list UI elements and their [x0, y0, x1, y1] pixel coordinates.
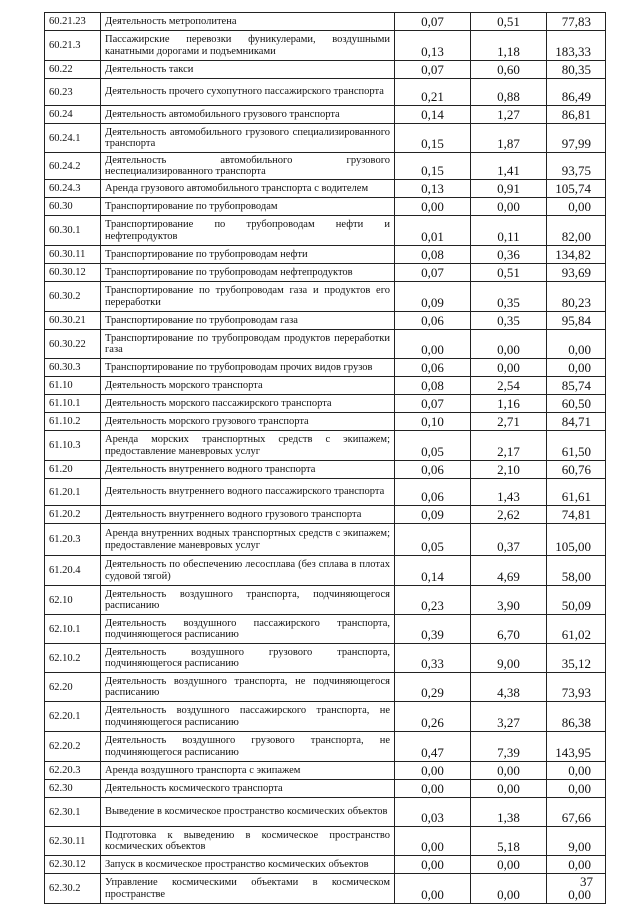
value-3: 105,74: [547, 180, 606, 198]
activity-code: 62.10.2: [45, 644, 101, 673]
activity-name: Деятельность автомобильного грузового специализированного транспорта: [101, 124, 395, 153]
value-3: 0,00: [547, 359, 606, 377]
activity-name: Деятельность внутреннего водного грузового транспорта: [101, 506, 395, 524]
activity-code: 60.24: [45, 106, 101, 124]
value-2: 0,00: [471, 856, 547, 874]
value-1: 0,47: [395, 732, 471, 762]
activity-code: 60.30.12: [45, 264, 101, 282]
table-row: [45, 702, 606, 732]
value-2: 0,51: [471, 13, 547, 31]
value-2: 0,00: [471, 780, 547, 798]
value-1: 0,13: [395, 180, 471, 198]
value-3: 86,49: [547, 79, 606, 106]
value-2: 2,17: [471, 431, 547, 461]
value-1: 0,09: [395, 506, 471, 524]
value-1: 0,21: [395, 79, 471, 106]
activity-name: Деятельность космического транспорта: [101, 780, 395, 798]
value-2: 0,35: [471, 282, 547, 312]
activity-name: Деятельность морского транспорта: [101, 377, 395, 395]
activity-name: Транспортирование по трубопроводам нефти и нефтепродуктов: [101, 216, 395, 246]
value-1: 0,05: [395, 431, 471, 461]
value-1: 0,26: [395, 702, 471, 732]
value-3: 84,71: [547, 413, 606, 431]
activity-code: 60.30.2: [45, 282, 101, 312]
activity-name: Деятельность воздушного грузового транспорта, не подчиняющегося расписанию: [101, 732, 395, 762]
value-1: 0,07: [395, 395, 471, 413]
activity-code: 60.22: [45, 61, 101, 79]
value-2: 1,87: [471, 124, 547, 153]
activity-code: 61.20.4: [45, 556, 101, 586]
table-row: [45, 673, 606, 702]
activity-name: Деятельность воздушного пассажирского транспорта, не подчиняющегося расписанию: [101, 702, 395, 732]
table-row: [45, 395, 606, 413]
activity-code: 62.10: [45, 586, 101, 615]
value-2: 6,70: [471, 615, 547, 644]
activity-code: 60.30.22: [45, 330, 101, 359]
table-row: [45, 216, 606, 246]
activity-name: Деятельность воздушного грузового транспорта, подчиняющегося расписанию: [101, 644, 395, 673]
table-row: [45, 246, 606, 264]
value-3: 9,00: [547, 827, 606, 856]
table-row: [45, 124, 606, 153]
activity-name: Подготовка к выведению в космическое пространство космических объектов: [101, 827, 395, 856]
activity-code: 60.30.1: [45, 216, 101, 246]
value-2: 2,71: [471, 413, 547, 431]
value-3: 0,00: [547, 762, 606, 780]
activity-code: 60.24.2: [45, 153, 101, 180]
activity-code: 60.30.21: [45, 312, 101, 330]
value-1: 0,00: [395, 330, 471, 359]
value-3: 183,33: [547, 31, 606, 61]
value-3: 97,99: [547, 124, 606, 153]
value-3: 0,00: [547, 874, 606, 904]
value-3: 50,09: [547, 586, 606, 615]
activity-name: Выведение в космическое пространство космических объектов: [101, 798, 395, 827]
table-row: [45, 13, 606, 31]
value-2: 4,69: [471, 556, 547, 586]
value-2: 0,36: [471, 246, 547, 264]
value-3: 95,84: [547, 312, 606, 330]
value-2: 0,88: [471, 79, 547, 106]
value-1: 0,29: [395, 673, 471, 702]
activity-code: 61.20.2: [45, 506, 101, 524]
activity-code: 62.20.3: [45, 762, 101, 780]
activity-name: Деятельность морского пассажирского транспорта: [101, 395, 395, 413]
value-1: 0,39: [395, 615, 471, 644]
value-2: 5,18: [471, 827, 547, 856]
activity-code: 62.30: [45, 780, 101, 798]
value-2: 0,00: [471, 359, 547, 377]
activity-code: 62.30.12: [45, 856, 101, 874]
table-row: [45, 479, 606, 506]
value-1: 0,23: [395, 586, 471, 615]
value-2: 0,51: [471, 264, 547, 282]
activity-code: 60.23: [45, 79, 101, 106]
activity-name: Пассажирские перевозки фуникулерами, воздушными канатными дорогами и подъемниками: [101, 31, 395, 61]
value-1: 0,06: [395, 461, 471, 479]
table-row: [45, 79, 606, 106]
table-row: [45, 431, 606, 461]
activity-name: Транспортирование по трубопроводам прочих видов грузов: [101, 359, 395, 377]
value-1: 0,07: [395, 264, 471, 282]
activity-name: Деятельность прочего сухопутного пассажирского транспорта: [101, 79, 395, 106]
value-1: 0,07: [395, 61, 471, 79]
value-2: 0,00: [471, 330, 547, 359]
value-1: 0,05: [395, 524, 471, 556]
value-1: 0,13: [395, 31, 471, 61]
value-1: 0,00: [395, 762, 471, 780]
value-1: 0,00: [395, 780, 471, 798]
value-2: 2,62: [471, 506, 547, 524]
value-3: 61,02: [547, 615, 606, 644]
value-2: 0,00: [471, 198, 547, 216]
activity-code: 60.24.1: [45, 124, 101, 153]
activity-code: 60.21.23: [45, 13, 101, 31]
value-3: 0,00: [547, 856, 606, 874]
table-row: [45, 644, 606, 673]
value-2: 7,39: [471, 732, 547, 762]
activity-name: Аренда воздушного транспорта с экипажем: [101, 762, 395, 780]
table-row: [45, 732, 606, 762]
activity-code: 62.20.1: [45, 702, 101, 732]
value-3: 77,83: [547, 13, 606, 31]
activity-code: 61.10.3: [45, 431, 101, 461]
activity-name: Деятельность воздушного пассажирского транспорта, подчиняющегося расписанию: [101, 615, 395, 644]
value-1: 0,10: [395, 413, 471, 431]
value-1: 0,00: [395, 856, 471, 874]
value-3: 86,38: [547, 702, 606, 732]
table-row: [45, 586, 606, 615]
activity-code: 62.10.1: [45, 615, 101, 644]
value-3: 74,81: [547, 506, 606, 524]
activity-code: 62.30.11: [45, 827, 101, 856]
activity-code: 60.30.3: [45, 359, 101, 377]
activity-name: Деятельность по обеспечению лесосплава (без сплава в плотах судовой тягой): [101, 556, 395, 586]
value-2: 4,38: [471, 673, 547, 702]
activity-code: 62.20.2: [45, 732, 101, 762]
value-1: 0,08: [395, 246, 471, 264]
table-row: [45, 198, 606, 216]
activity-name: Деятельность автомобильного грузового неспециализированного транспорта: [101, 153, 395, 180]
activity-code: 62.30.1: [45, 798, 101, 827]
activity-name: Транспортирование по трубопроводам нефтепродуктов: [101, 264, 395, 282]
value-1: 0,33: [395, 644, 471, 673]
table-row: [45, 264, 606, 282]
value-1: 0,09: [395, 282, 471, 312]
activity-name: Транспортирование по трубопроводам: [101, 198, 395, 216]
value-1: 0,15: [395, 124, 471, 153]
value-2: 0,37: [471, 524, 547, 556]
value-3: 0,00: [547, 330, 606, 359]
activity-code: 60.21.3: [45, 31, 101, 61]
activity-code: 60.30.11: [45, 246, 101, 264]
value-2: 0,00: [471, 874, 547, 904]
table-row: [45, 330, 606, 359]
value-1: 0,08: [395, 377, 471, 395]
table-row: [45, 359, 606, 377]
value-1: 0,15: [395, 153, 471, 180]
value-2: 2,54: [471, 377, 547, 395]
value-1: 0,07: [395, 13, 471, 31]
value-3: 93,75: [547, 153, 606, 180]
value-3: 86,81: [547, 106, 606, 124]
value-2: 0,11: [471, 216, 547, 246]
value-3: 80,35: [547, 61, 606, 79]
value-3: 67,66: [547, 798, 606, 827]
activity-name: Транспортирование по трубопроводам нефти: [101, 246, 395, 264]
activity-name: Аренда внутренних водных транспортных средств с экипажем; предоставление маневровых услуг: [101, 524, 395, 556]
table-row: [45, 762, 606, 780]
table-row: [45, 856, 606, 874]
value-1: 0,00: [395, 827, 471, 856]
activity-name: Деятельность воздушного транспорта, не подчиняющегося расписанию: [101, 673, 395, 702]
value-1: 0,03: [395, 798, 471, 827]
activity-code: 62.20: [45, 673, 101, 702]
value-3: 134,82: [547, 246, 606, 264]
value-2: 1,18: [471, 31, 547, 61]
table-body: [45, 13, 606, 904]
value-1: 0,00: [395, 874, 471, 904]
value-3: 93,69: [547, 264, 606, 282]
activity-code: 60.30: [45, 198, 101, 216]
table-row: [45, 780, 606, 798]
value-2: 1,41: [471, 153, 547, 180]
value-1: 0,01: [395, 216, 471, 246]
value-1: 0,14: [395, 106, 471, 124]
value-3: 60,50: [547, 395, 606, 413]
activity-name: Деятельность автомобильного грузового транспорта: [101, 106, 395, 124]
activity-name: Аренда морских транспортных средств с экипажем; предоставление маневровых услуг: [101, 431, 395, 461]
activity-name: Транспортирование по трубопроводам газа и продуктов его переработки: [101, 282, 395, 312]
table-row: [45, 827, 606, 856]
rates-table: [44, 12, 606, 904]
value-1: 0,06: [395, 312, 471, 330]
value-3: 35,12: [547, 644, 606, 673]
activity-name: Деятельность метрополитена: [101, 13, 395, 31]
activity-name: Деятельность внутреннего водного пассажирского транспорта: [101, 479, 395, 506]
value-1: 0,14: [395, 556, 471, 586]
activity-name: Управление космическими объектами в космическом пространстве: [101, 874, 395, 904]
table-row: [45, 874, 606, 904]
activity-code: 62.30.2: [45, 874, 101, 904]
table-row: [45, 312, 606, 330]
table-row: [45, 61, 606, 79]
value-3: 0,00: [547, 780, 606, 798]
activity-name: Аренда грузового автомобильного транспорта с водителем: [101, 180, 395, 198]
activity-name: Запуск в космическое пространство космических объектов: [101, 856, 395, 874]
value-2: 0,60: [471, 61, 547, 79]
table-row: [45, 413, 606, 431]
value-2: 0,00: [471, 762, 547, 780]
value-1: 0,00: [395, 198, 471, 216]
table-row: [45, 282, 606, 312]
value-1: 0,06: [395, 359, 471, 377]
value-3: 82,00: [547, 216, 606, 246]
activity-code: 61.20.1: [45, 479, 101, 506]
activity-name: Деятельность внутреннего водного транспорта: [101, 461, 395, 479]
value-2: 1,43: [471, 479, 547, 506]
activity-code: 61.10.2: [45, 413, 101, 431]
table-row: [45, 556, 606, 586]
table-row: [45, 31, 606, 61]
activity-name: Деятельность воздушного транспорта, подчиняющегося расписанию: [101, 586, 395, 615]
activity-code: 61.10.1: [45, 395, 101, 413]
table-row: [45, 377, 606, 395]
activity-name: Транспортирование по трубопроводам продуктов переработки газа: [101, 330, 395, 359]
activity-code: 61.10: [45, 377, 101, 395]
table-row: [45, 798, 606, 827]
value-3: 105,00: [547, 524, 606, 556]
value-2: 0,35: [471, 312, 547, 330]
value-3: 143,95: [547, 732, 606, 762]
table-row: [45, 153, 606, 180]
value-3: 61,61: [547, 479, 606, 506]
value-2: 0,91: [471, 180, 547, 198]
activity-code: 61.20.3: [45, 524, 101, 556]
activity-name: Деятельность морского грузового транспорта: [101, 413, 395, 431]
table-row: [45, 615, 606, 644]
activity-code: 61.20: [45, 461, 101, 479]
value-3: 85,74: [547, 377, 606, 395]
value-2: 1,38: [471, 798, 547, 827]
value-3: 80,23: [547, 282, 606, 312]
value-2: 1,27: [471, 106, 547, 124]
value-3: 73,93: [547, 673, 606, 702]
value-3: 0,00: [547, 198, 606, 216]
value-3: 61,50: [547, 431, 606, 461]
value-2: 1,16: [471, 395, 547, 413]
value-2: 2,10: [471, 461, 547, 479]
table-row: [45, 524, 606, 556]
activity-name: Деятельность такси: [101, 61, 395, 79]
activity-name: Транспортирование по трубопроводам газа: [101, 312, 395, 330]
value-1: 0,06: [395, 479, 471, 506]
activity-code: 60.24.3: [45, 180, 101, 198]
table-row: [45, 106, 606, 124]
value-2: 9,00: [471, 644, 547, 673]
table-row: [45, 506, 606, 524]
value-2: 3,27: [471, 702, 547, 732]
table-row: [45, 180, 606, 198]
value-2: 3,90: [471, 586, 547, 615]
value-3: 58,00: [547, 556, 606, 586]
table-row: [45, 461, 606, 479]
value-3: 60,76: [547, 461, 606, 479]
page-number: 37: [580, 874, 593, 889]
